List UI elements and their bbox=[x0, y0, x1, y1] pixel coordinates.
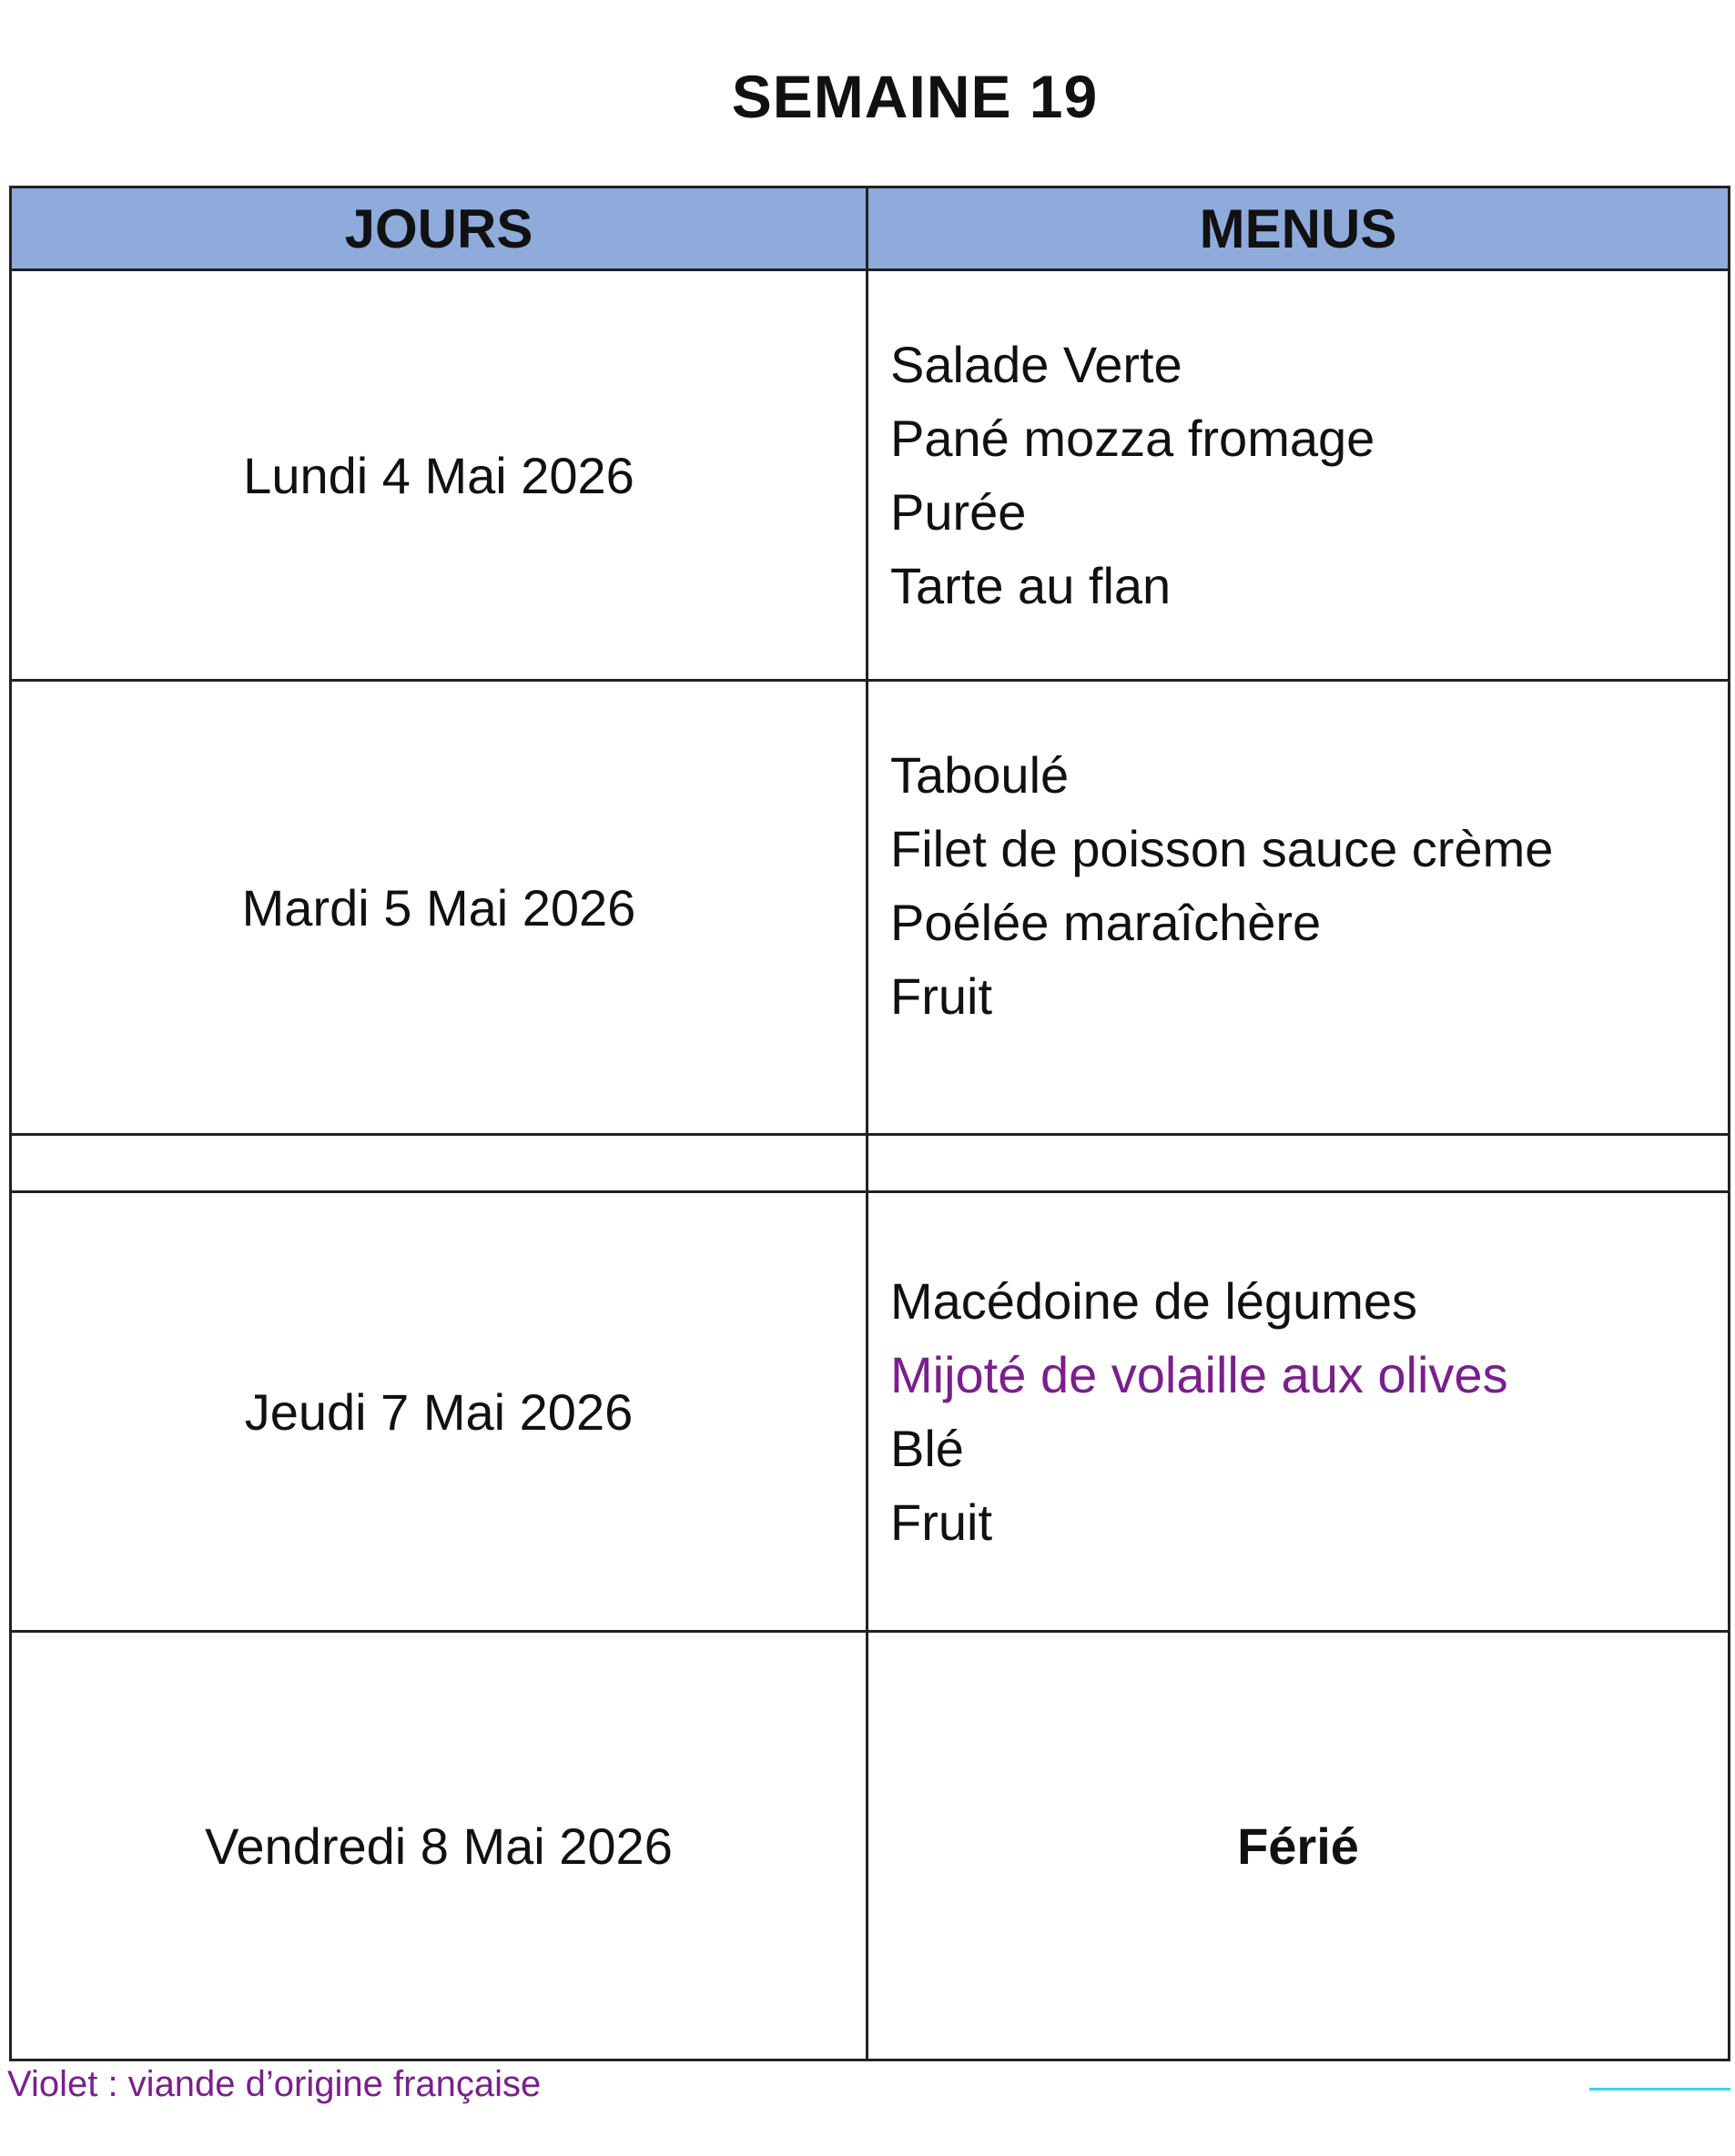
legend-note: Violet : viande d’origine française bbox=[7, 2064, 542, 2104]
day-cell bbox=[11, 1135, 868, 1192]
decorative-line bbox=[1589, 2088, 1730, 2090]
table-row bbox=[11, 270, 1730, 681]
dish-item: Fruit bbox=[890, 1493, 992, 1551]
dish-item: Pané mozza fromage bbox=[890, 410, 1375, 467]
dish-item: Tarte au flan bbox=[890, 557, 1172, 614]
page-title: SEMAINE 19 bbox=[731, 63, 1099, 130]
dish-item-french-meat: Mijoté de volaille aux olives bbox=[890, 1346, 1508, 1403]
day-cell: Mardi 5 Mai 2026 bbox=[11, 681, 868, 1135]
dish-item: Taboulé bbox=[890, 746, 1070, 804]
dish-item: Fruit bbox=[890, 967, 992, 1025]
dish-item: Salade Verte bbox=[890, 336, 1182, 393]
header-row bbox=[11, 187, 1730, 270]
day-cell: Vendredi 8 Mai 2026 bbox=[11, 1632, 868, 2060]
holiday-cell: Férié bbox=[868, 1632, 1730, 2060]
menu-cell bbox=[868, 270, 1730, 681]
menu-cell bbox=[868, 1135, 1730, 1192]
table-row bbox=[11, 681, 1730, 1135]
dish-item: Poélée maraîchère bbox=[890, 894, 1322, 951]
dish-item: Macédoine de légumes bbox=[890, 1272, 1418, 1330]
table-row bbox=[11, 1632, 1730, 2060]
day-cell: Jeudi 7 Mai 2026 bbox=[11, 1192, 868, 1632]
weekly-menu-table bbox=[9, 186, 1730, 2061]
table-row-empty bbox=[11, 1135, 1730, 1192]
menu-cell bbox=[868, 1192, 1730, 1632]
dish-item: Blé bbox=[890, 1420, 964, 1477]
menus-header: MENUS bbox=[868, 187, 1730, 270]
table-row bbox=[11, 1192, 1730, 1632]
day-cell: Lundi 4 Mai 2026 bbox=[11, 270, 868, 681]
dish-item: Purée bbox=[890, 483, 1027, 541]
days-header: JOURS bbox=[11, 187, 868, 270]
menu-cell bbox=[868, 681, 1730, 1135]
dish-item: Filet de poisson sauce crème bbox=[890, 820, 1554, 877]
